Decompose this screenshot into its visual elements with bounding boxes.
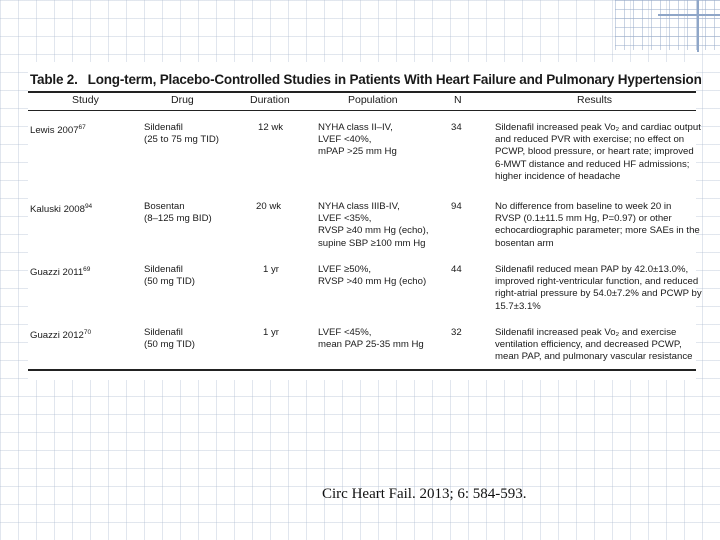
- decorative-line-horizontal: [658, 14, 720, 16]
- decorative-line-vertical: [697, 0, 699, 52]
- table-cell-results: No difference from baseline to week 20 in RVSP (0.1±11.5 mm Hg, P=0.97) or other echocardiographic parameter; more SAEs in the bosentan arm: [495, 201, 700, 249]
- header-drug: Drug: [171, 94, 194, 106]
- header-study: Study: [72, 94, 99, 106]
- table-cell-study: Guazzi 2011$^{69}$: [30, 266, 91, 279]
- header-n: N: [454, 94, 462, 106]
- table-cell-drug: Bosentan (8–125 mg BID): [144, 201, 212, 225]
- table-title: [30, 72, 702, 87]
- table-cell-duration: 12 wk: [258, 122, 284, 133]
- table-image: [28, 62, 702, 380]
- table-cell-population: LVEF ≥50%, RVSP >40 mm Hg (echo): [318, 264, 427, 288]
- table-cell-drug: Sildenafil (25 to 75 mg TID): [144, 122, 220, 146]
- header-population: Population: [348, 94, 398, 106]
- citation-text: Circ Heart Fail. 2013; 6: 584-593.: [322, 486, 527, 502]
- table-cell-duration: 1 yr: [263, 327, 279, 338]
- table-cell-results: Sildenafil increased peak Vo₂ and exercise ventilation efficiency, and decreased PCWP, mean PAP, and pulmonary vascular resistance: [495, 327, 693, 363]
- table-cell-duration: 1 yr: [263, 264, 279, 275]
- table-cell-drug: Sildenafil (50 mg TID): [144, 264, 195, 288]
- table-cell-results: Sildenafil increased peak Vo₂ and cardiac output and reduced PVR with exercise; no effect on PCWP, blood pressure, or heart rate; improved 6-MWT distance and reduced HF admissions; higher incidence of headache: [495, 122, 701, 182]
- table-cell-n: 44: [451, 264, 462, 275]
- table-cell-n: 94: [451, 201, 462, 212]
- table-label: Table 2.: [30, 72, 78, 87]
- table-cell-n: 34: [451, 122, 462, 133]
- header-duration: Duration: [250, 94, 290, 106]
- table-cell-duration: 20 wk: [256, 201, 282, 212]
- table-cell-study: Guazzi 2012$^{70}$: [30, 329, 92, 342]
- table-cell-results: Sildenafil reduced mean PAP by 42.0±13.0%, improved right-ventricular function, and reduced right-atrial pressure by 54.0±7.2% and PCWP by 15.7±3.1%: [495, 264, 702, 312]
- table-cell-n: 32: [451, 327, 462, 338]
- table-cell-drug: Sildenafil (50 mg TID): [144, 327, 195, 351]
- table-cell-study: Lewis 2007$^{67}$: [30, 124, 86, 137]
- table-caption: Long-term, Placebo-Controlled Studies in Patients With Heart Failure and Pulmonary Hypertension: [87, 72, 702, 87]
- table-header-rule: [28, 110, 696, 111]
- header-results: Results: [577, 94, 613, 106]
- table-cell-population: NYHA class IIIB-IV, LVEF <35%, RVSP ≥40 mm Hg (echo), supine SBP ≥100 mm Hg: [318, 201, 429, 249]
- table-bottom-rule: [28, 369, 696, 371]
- table-cell-population: NYHA class II–IV, LVEF <40%, mPAP >25 mm Hg: [318, 122, 397, 158]
- table-top-rule: [28, 91, 696, 93]
- decorative-grid-corner: [615, 0, 720, 50]
- table-cell-study: Kaluski 2008$^{94}$: [30, 203, 93, 216]
- table-cell-population: LVEF <45%, mean PAP 25-35 mm Hg: [318, 327, 424, 351]
